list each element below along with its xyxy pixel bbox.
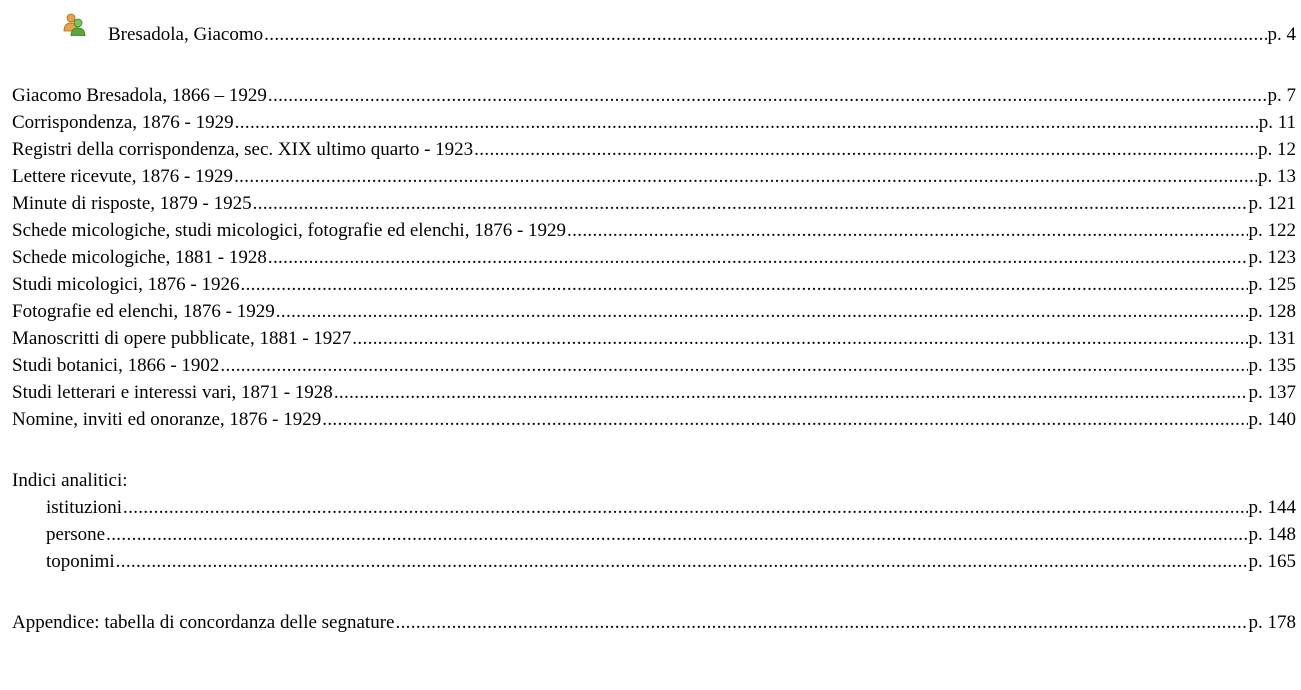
dot-leader (334, 382, 1248, 404)
toc-entry[interactable] (12, 409, 1296, 431)
appendix-entry-title: Appendice: tabella di concordanza delle segnature (12, 612, 395, 633)
dot-leader (235, 112, 1258, 134)
toc-entry-title: Bresadola, Giacomo (108, 24, 264, 45)
toc-entry-title: Studi botanici, 1866 - 1902 (12, 355, 220, 376)
dot-leader (234, 166, 1257, 188)
toc-entry[interactable] (12, 355, 1296, 377)
dot-leader (106, 524, 1247, 546)
dot-leader (268, 247, 1248, 269)
toc-entry-page: p. 11 (1258, 112, 1296, 133)
toc-entry[interactable] (12, 85, 1296, 107)
appendix-entry-page: p. 178 (1248, 612, 1296, 633)
dot-leader (116, 551, 1248, 573)
toc-entry-title: Schede micologiche, studi micologici, fotografie ed elenchi, 1876 - 1929 (12, 220, 567, 241)
dot-leader (123, 497, 1248, 519)
person-group-icon (63, 12, 87, 36)
dot-leader (220, 355, 1247, 377)
dot-leader (268, 85, 1267, 107)
toc-entry-title: Studi micologici, 1876 - 1926 (12, 274, 240, 295)
toc-entry-page: p. 131 (1248, 328, 1296, 349)
toc-entry[interactable] (12, 139, 1296, 161)
toc-entry-page: p. 121 (1248, 193, 1296, 214)
toc-entry-page: p. 13 (1258, 166, 1296, 187)
toc-entry[interactable] (12, 220, 1296, 242)
toc-entry-title: Manoscritti di opere pubblicate, 1881 - 1927 (12, 328, 352, 349)
toc-entry-page: p. 4 (1267, 24, 1296, 45)
dot-leader (567, 220, 1247, 242)
toc-entry-page: p. 125 (1248, 274, 1296, 295)
indexes-heading: Indici analitici: (12, 470, 128, 491)
dot-leader (395, 612, 1247, 634)
toc-entry[interactable] (12, 301, 1296, 323)
toc-entry[interactable] (12, 112, 1296, 134)
index-entry-page: p. 165 (1248, 551, 1296, 572)
toc-entry-page: p. 122 (1248, 220, 1296, 241)
index-entry-page: p. 148 (1248, 524, 1296, 545)
dot-leader (240, 274, 1247, 296)
index-entry-page: p. 144 (1248, 497, 1296, 518)
toc-entry[interactable] (12, 166, 1296, 188)
dot-leader (474, 139, 1257, 161)
toc-entry-page: p. 135 (1248, 355, 1296, 376)
toc-entry-title: Giacomo Bresadola, 1866 – 1929 (12, 85, 267, 106)
appendix-entry[interactable] (12, 612, 1296, 634)
toc-entry[interactable] (12, 274, 1296, 296)
dot-leader (352, 328, 1247, 350)
toc-entry-title: Minute di risposte, 1879 - 1925 (12, 193, 252, 214)
toc-entry-title: Corrispondenza, 1876 - 1929 (12, 112, 234, 133)
toc-entry-page: p. 140 (1248, 409, 1296, 430)
toc-entry-page: p. 123 (1248, 247, 1296, 268)
toc-entry-title: Fotografie ed elenchi, 1876 - 1929 (12, 301, 275, 322)
toc-entry-title: Registri della corrispondenza, sec. XIX ultimo quarto - 1923 (12, 139, 474, 160)
dot-leader (264, 24, 1266, 46)
index-entry-title: persone (46, 524, 106, 545)
toc-entry-title: Lettere ricevute, 1876 - 1929 (12, 166, 234, 187)
toc-entry-title: Schede micologiche, 1881 - 1928 (12, 247, 267, 268)
toc-entry-header[interactable] (108, 24, 1296, 46)
toc-entry-page: p. 7 (1267, 85, 1296, 106)
dot-leader (253, 193, 1248, 215)
toc-entry[interactable] (12, 328, 1296, 350)
toc-entry-page: p. 137 (1248, 382, 1296, 403)
dot-leader (322, 409, 1247, 431)
toc-entry[interactable] (12, 382, 1296, 404)
index-entry[interactable] (46, 524, 1296, 546)
toc-entry-page: p. 128 (1248, 301, 1296, 322)
toc-entry[interactable] (12, 247, 1296, 269)
index-entry-title: toponimi (46, 551, 115, 572)
index-entry[interactable] (46, 551, 1296, 573)
dot-leader (276, 301, 1248, 323)
toc-entry-title: Nomine, inviti ed onoranze, 1876 - 1929 (12, 409, 322, 430)
toc-entry[interactable] (12, 193, 1296, 215)
toc-entry-title: Studi letterari e interessi vari, 1871 - 1928 (12, 382, 333, 403)
index-entry[interactable] (46, 497, 1296, 519)
toc-entry-page: p. 12 (1258, 139, 1296, 160)
index-entry-title: istituzioni (46, 497, 122, 518)
